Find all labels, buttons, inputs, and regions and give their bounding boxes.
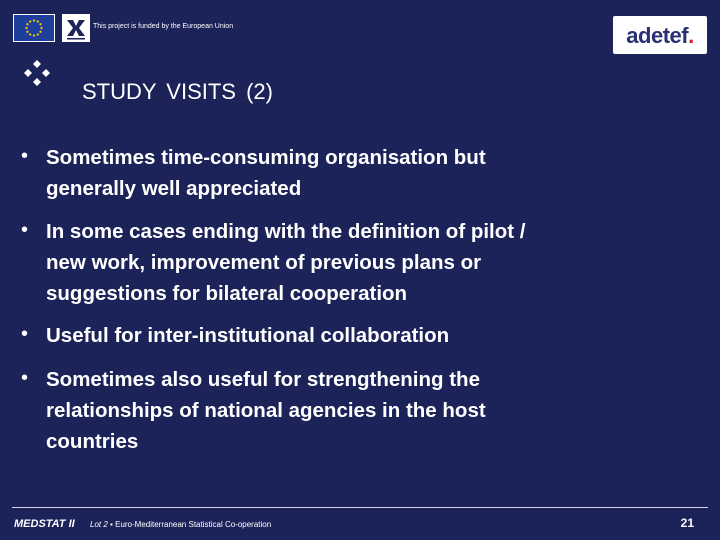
bullet-marker: • bbox=[21, 367, 29, 389]
footer-brand: MEDSTAT II bbox=[14, 518, 75, 530]
bullet-marker: • bbox=[21, 323, 29, 345]
footer-program: Euro-Mediterranean Statistical Co-operation bbox=[115, 520, 272, 529]
bullet-marker: • bbox=[21, 219, 29, 241]
slide-title: STUDY VISITS (2) bbox=[82, 79, 273, 104]
bullet-marker: • bbox=[21, 145, 29, 167]
footer-divider bbox=[12, 507, 708, 508]
adetef-logo-word: adetef bbox=[626, 23, 689, 48]
adetef-logo-dot: . bbox=[688, 23, 694, 48]
bullet-item: Sometimes time-consuming organisation but generally well appreciated bbox=[46, 146, 486, 200]
footer-lot: Lot 2 bbox=[90, 520, 108, 529]
footer-caption bbox=[90, 520, 271, 529]
page-number: 21 bbox=[680, 516, 694, 530]
bullet-item: In some cases ending with the definition of pilot / new work, improvement of previous plans or suggestions for bilateral cooperation bbox=[46, 220, 526, 305]
footer-separator: ▪ bbox=[110, 520, 113, 529]
eu-funding-note: This project is funded by the European Union bbox=[93, 23, 234, 30]
bullet-item: Sometimes also useful for strengthening the relationships of national agencies in the host countries bbox=[46, 368, 486, 453]
bullet-item: Useful for inter-institutional collaboration bbox=[46, 324, 450, 347]
